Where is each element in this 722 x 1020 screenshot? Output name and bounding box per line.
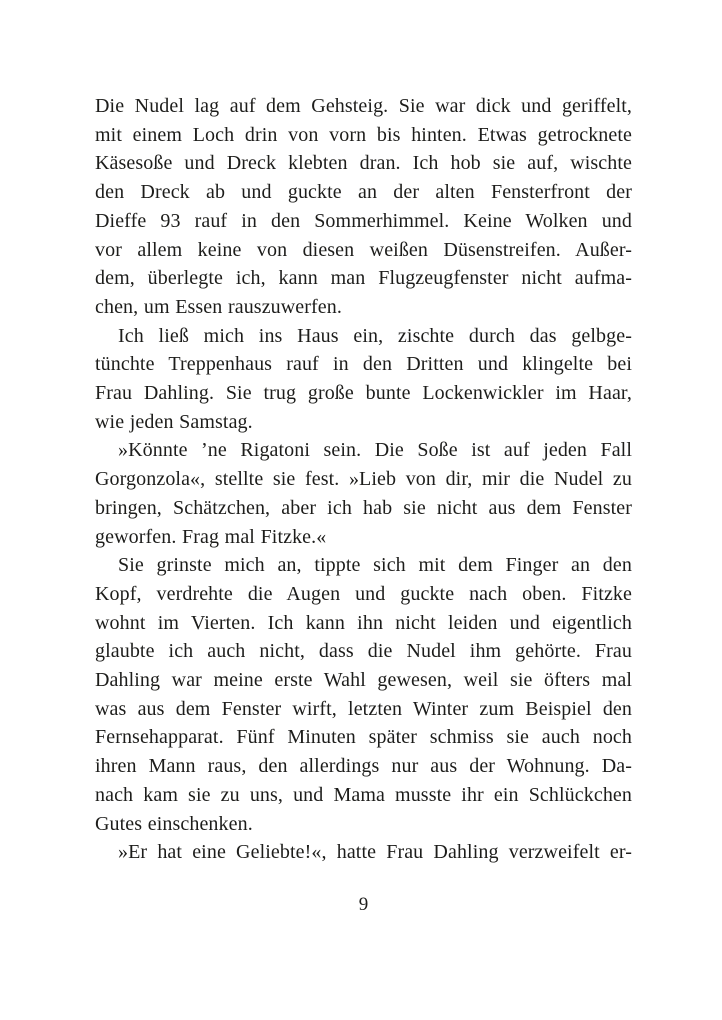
paragraph (95, 436, 632, 551)
text-line: wohnt im Vierten. Ich kann ihn nicht leiden und eigentlich (95, 611, 632, 634)
text-line: was aus dem Fenster wirft, letzten Winter zum Beispiel den (95, 697, 632, 720)
text-line: geworfen. Frag mal Fitzke.« (95, 525, 327, 548)
text-line: Kopf, verdrehte die Augen und guckte nach oben. Fitzke (95, 582, 632, 605)
paragraph (95, 92, 632, 322)
text-line: Ich ließ mich ins Haus ein, zischte durch das gelbge- (118, 324, 632, 347)
text-line: dem, überlegte ich, kann man Flugzeugfenster nicht aufma- (95, 267, 632, 290)
text-line: Gorgonzola«, stellte sie fest. »Lieb von dir, mir die Nudel zu (95, 468, 632, 491)
text-line: »Er hat eine Geliebte!«, hatte Frau Dahling verzweifelt er- (118, 841, 632, 864)
text-line: wie jeden Samstag. (95, 410, 253, 433)
text-line: nach kam sie zu uns, und Mama musste ihr ein Schlückchen (95, 783, 632, 806)
text-line: ihren Mann raus, den allerdings nur aus der Wohnung. Da- (95, 755, 632, 778)
text-line: tünchte Treppenhaus rauf in den Dritten und klingelte bei (95, 353, 632, 376)
page-number: 9 (358, 894, 369, 915)
paragraph (95, 551, 632, 838)
text-line: bringen, Schätzchen, aber ich hab sie nicht aus dem Fenster (95, 496, 632, 519)
text-line: Die Nudel lag auf dem Gehsteig. Sie war dick und geriffelt, (95, 95, 632, 117)
text-line: Dieffe 93 rauf in den Sommerhimmel. Keine Wolken und (95, 209, 632, 232)
text-line: vor allem keine von diesen weißen Düsenstreifen. Außer- (95, 238, 632, 261)
text-line: Fernsehapparat. Fünf Minuten später schmiss sie auch noch (95, 726, 632, 749)
text-line: mit einem Loch drin von vorn bis hinten. Etwas getrocknete (95, 123, 632, 146)
text-line: chen, um Essen rauszuwerfen. (95, 295, 342, 318)
text-line: Sie grinste mich an, tippte sich mit dem Finger an den (118, 554, 632, 577)
text-line: Frau Dahling. Sie trug große bunte Lockenwickler im Haar, (95, 382, 632, 405)
paragraph (95, 838, 632, 867)
text-line: den Dreck ab und guckte an der alten Fensterfront der (95, 181, 632, 204)
text-line: Dahling war meine erste Wahl gewesen, weil sie öfters mal (95, 669, 632, 692)
paragraph (95, 322, 632, 437)
text-line: glaubte ich auch nicht, dass die Nudel ihm gehörte. Frau (95, 640, 632, 663)
text-line: Käsesoße und Dreck klebten dran. Ich hob sie auf, wischte (95, 152, 632, 175)
text-line: Gutes einschenken. (95, 812, 253, 835)
text-block (95, 92, 632, 867)
text-line: »Könnte ’ne Rigatoni sein. Die Soße ist auf jeden Fall (118, 439, 632, 462)
